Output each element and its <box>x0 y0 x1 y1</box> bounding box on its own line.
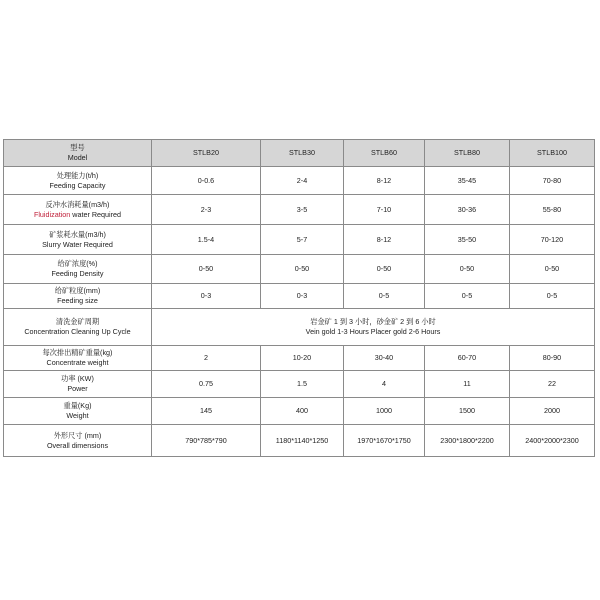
value-cell: 1970*1670*1750 <box>344 425 425 457</box>
cycle-row <box>4 309 595 346</box>
row-label-zh: 矿浆耗水量(m3/h) <box>49 229 106 239</box>
row-label-en: Feeding Capacity <box>49 180 106 190</box>
row-label-en: Concentrate weight <box>46 358 109 367</box>
model-header-cell: STLB100 <box>510 140 595 167</box>
value-cell: 2000 <box>510 398 595 425</box>
row-label-cell <box>4 309 152 346</box>
row-label-cell <box>4 225 152 255</box>
row-label-en-rest: water Required <box>70 209 122 219</box>
value-cell: 1.5 <box>261 371 344 398</box>
row-label-en: Weight <box>66 411 89 420</box>
value-cell: 3-5 <box>261 195 344 225</box>
table-row <box>4 398 595 425</box>
value-cell: 10-20 <box>261 346 344 371</box>
row-label-en: Concentration Cleaning Up Cycle <box>24 327 131 336</box>
value-cell: 790*785*790 <box>152 425 261 457</box>
table-row <box>4 167 595 195</box>
value-cell: 8-12 <box>344 167 425 195</box>
value-cell: 0-5 <box>510 284 595 309</box>
value-cell: 4 <box>344 371 425 398</box>
header-label-zh: 型号 <box>70 143 85 152</box>
value-cell: 2-3 <box>152 195 261 225</box>
spec-table <box>3 139 595 457</box>
cycle-value-zh: 岩金矿 1 到 3 小时，砂金矿 2 到 6 小时 <box>310 317 436 326</box>
cycle-value-en: Vein gold 1-3 Hours Placer gold 2-6 Hours <box>305 327 441 336</box>
value-cell: 11 <box>425 371 510 398</box>
row-label-en-highlight: Fluidization <box>33 209 71 219</box>
value-cell: 0-50 <box>152 255 261 284</box>
header-row <box>4 140 595 167</box>
value-cell: 8-12 <box>344 225 425 255</box>
row-label-cell <box>4 195 152 225</box>
row-label-cell <box>4 284 152 309</box>
row-label-en: Power <box>67 384 88 393</box>
value-cell: 30-36 <box>425 195 510 225</box>
value-cell: 400 <box>261 398 344 425</box>
row-label-cell <box>4 371 152 398</box>
row-label-zh: 清洗金矿周期 <box>55 317 100 326</box>
value-cell: 22 <box>510 371 595 398</box>
row-label-zh: 重量(Kg) <box>63 401 92 410</box>
row-label-en: Feeding size <box>57 296 98 305</box>
value-cell: 0-50 <box>344 255 425 284</box>
value-cell: 2 <box>152 346 261 371</box>
table-row <box>4 371 595 398</box>
table-row <box>4 225 595 255</box>
value-cell: 30-40 <box>344 346 425 371</box>
value-cell: 0.75 <box>152 371 261 398</box>
value-cell: 55-80 <box>510 195 595 225</box>
row-label-zh: 处理能力(t/h) <box>56 170 99 180</box>
row-label-cell <box>4 167 152 195</box>
value-cell: 2-4 <box>261 167 344 195</box>
row-label-cell <box>4 346 152 371</box>
value-cell: 2400*2000*2300 <box>510 425 595 457</box>
row-label-en <box>5 210 150 220</box>
value-cell: 0-5 <box>344 284 425 309</box>
row-label-zh: 给矿浓度(%) <box>57 259 98 268</box>
value-cell: 5-7 <box>261 225 344 255</box>
value-cell: 0-50 <box>261 255 344 284</box>
row-label-cell <box>4 398 152 425</box>
row-label-en: Slurry Water Required <box>42 239 113 249</box>
value-cell: 70-120 <box>510 225 595 255</box>
value-cell: 0-0.6 <box>152 167 261 195</box>
model-header-cell: STLB20 <box>152 140 261 167</box>
model-header-cell: STLB60 <box>344 140 425 167</box>
cycle-value-cell <box>152 309 595 346</box>
value-cell: 0-50 <box>510 255 595 284</box>
value-cell: 7-10 <box>344 195 425 225</box>
value-cell: 0-3 <box>261 284 344 309</box>
value-cell: 35-50 <box>425 225 510 255</box>
value-cell: 1180*1140*1250 <box>261 425 344 457</box>
table-row <box>4 425 595 457</box>
header-label-en: Model <box>67 153 88 162</box>
row-label-cell <box>4 255 152 284</box>
value-cell: 70-80 <box>510 167 595 195</box>
row-label-zh: 每次排出精矿重量(kg) <box>42 348 113 357</box>
value-cell: 80-90 <box>510 346 595 371</box>
value-cell: 145 <box>152 398 261 425</box>
row-label-zh: 外形尺寸 (mm) <box>53 430 102 440</box>
row-label-zh: 功率 (KW) <box>61 374 94 383</box>
value-cell: 60-70 <box>425 346 510 371</box>
value-cell: 0-3 <box>152 284 261 309</box>
value-cell: 2300*1800*2200 <box>425 425 510 457</box>
header-label-cell <box>4 140 152 167</box>
row-label-en: Feeding Density <box>51 269 104 278</box>
value-cell: 0-50 <box>425 255 510 284</box>
value-cell: 35-45 <box>425 167 510 195</box>
value-cell: 1.5-4 <box>152 225 261 255</box>
table-row <box>4 195 595 225</box>
row-label-zh: 反冲水消耗量(m3/h) <box>45 199 110 209</box>
model-header-cell: STLB80 <box>425 140 510 167</box>
table-row <box>4 255 595 284</box>
value-cell: 1000 <box>344 398 425 425</box>
model-header-cell: STLB30 <box>261 140 344 167</box>
table-row <box>4 284 595 309</box>
row-label-cell <box>4 425 152 457</box>
value-cell: 1500 <box>425 398 510 425</box>
row-label-zh: 给矿粒度(mm) <box>54 286 101 295</box>
table-row <box>4 346 595 371</box>
value-cell: 0-5 <box>425 284 510 309</box>
row-label-en: Overall dimensions <box>46 440 109 450</box>
